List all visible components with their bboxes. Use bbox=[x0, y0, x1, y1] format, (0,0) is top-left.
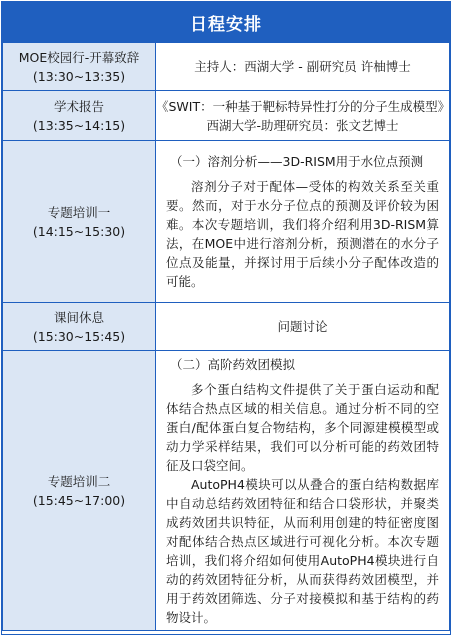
break-text: 问题讨论 bbox=[277, 319, 328, 334]
schedule-title: 日程安排 bbox=[2, 2, 450, 42]
detail-cell bbox=[156, 43, 450, 91]
speaker-text: 西湖大学-助理研究员：张文艺博士 bbox=[206, 117, 399, 133]
detail-cell bbox=[156, 351, 450, 631]
session-time: (13:30~13:35) bbox=[32, 68, 126, 84]
table-row bbox=[3, 303, 450, 351]
detail-cell bbox=[156, 91, 450, 141]
section-paragraph: 溶剂分子对于配体—受体的构效关系至关重要。然而，对于水分子位点的预测及评价较为困难。本次专题培训，我们将介绍利用3D-RISM算法，在MOE中进行溶剂分析，预测潜在的水分子位点及能量，并探讨用于后续小分子配体改造的可能。 bbox=[166, 179, 439, 289]
session-cell bbox=[3, 141, 156, 303]
session-time: (14:15~15:30) bbox=[32, 223, 126, 239]
host-text: 主持人：西湖大学 - 副研究员 许柚博士 bbox=[194, 59, 411, 74]
section-paragraph: 多个蛋白结构文件提供了关于蛋白运动和配体结合热点区域的相关信息。通过分析不同的空蛋白/配体蛋白复合物结构，多个同源建模模型或动力学采样结果，我们可以分析可能的药效团特征及口袋空间。 bbox=[166, 381, 439, 473]
session-time: (15:30~15:45) bbox=[32, 328, 126, 344]
section-title: （一）溶剂分析——3D-RISM用于水位点预测 bbox=[170, 154, 424, 169]
session-name: MOE校园行-开幕致辞 bbox=[18, 49, 140, 65]
table-row bbox=[3, 91, 450, 141]
session-cell bbox=[3, 91, 156, 141]
table-row bbox=[3, 141, 450, 303]
session-time: (15:45~17:00) bbox=[32, 492, 126, 508]
session-name: 专题培训二 bbox=[47, 473, 111, 489]
session-name: 学术报告 bbox=[53, 98, 104, 114]
section-paragraph: AutoPH4模块可以从叠合的蛋白结构数据库中自动总结药效团特征和结合口袋形状，并聚类成药效团共识特征，从而利用创建的特征密度图对配体结合热点区域进行可视化分析。本次专题培训，我们将介绍如何使用AutoPH4模块进行自动的药效团特征分析，从而获得药效团模型，并用于药效团筛选、分子对接模拟和基于结构的药物设计。 bbox=[166, 476, 439, 625]
session-name: 专题培训一 bbox=[47, 204, 111, 220]
schedule-table bbox=[2, 42, 450, 631]
detail-cell bbox=[156, 303, 450, 351]
session-time: (13:35~14:15) bbox=[32, 117, 126, 133]
table-row bbox=[3, 43, 450, 91]
section-title: （二）高阶药效团模拟 bbox=[170, 356, 296, 372]
session-cell bbox=[3, 43, 156, 91]
talk-title: 《SWIT：一种基于靶标特异性打分的分子生成模型》 bbox=[156, 98, 451, 114]
session-cell bbox=[3, 351, 156, 631]
table-row bbox=[3, 351, 450, 631]
session-name: 课间休息 bbox=[53, 309, 104, 325]
schedule-panel bbox=[1, 1, 451, 635]
detail-cell bbox=[156, 141, 450, 303]
session-cell bbox=[3, 303, 156, 351]
